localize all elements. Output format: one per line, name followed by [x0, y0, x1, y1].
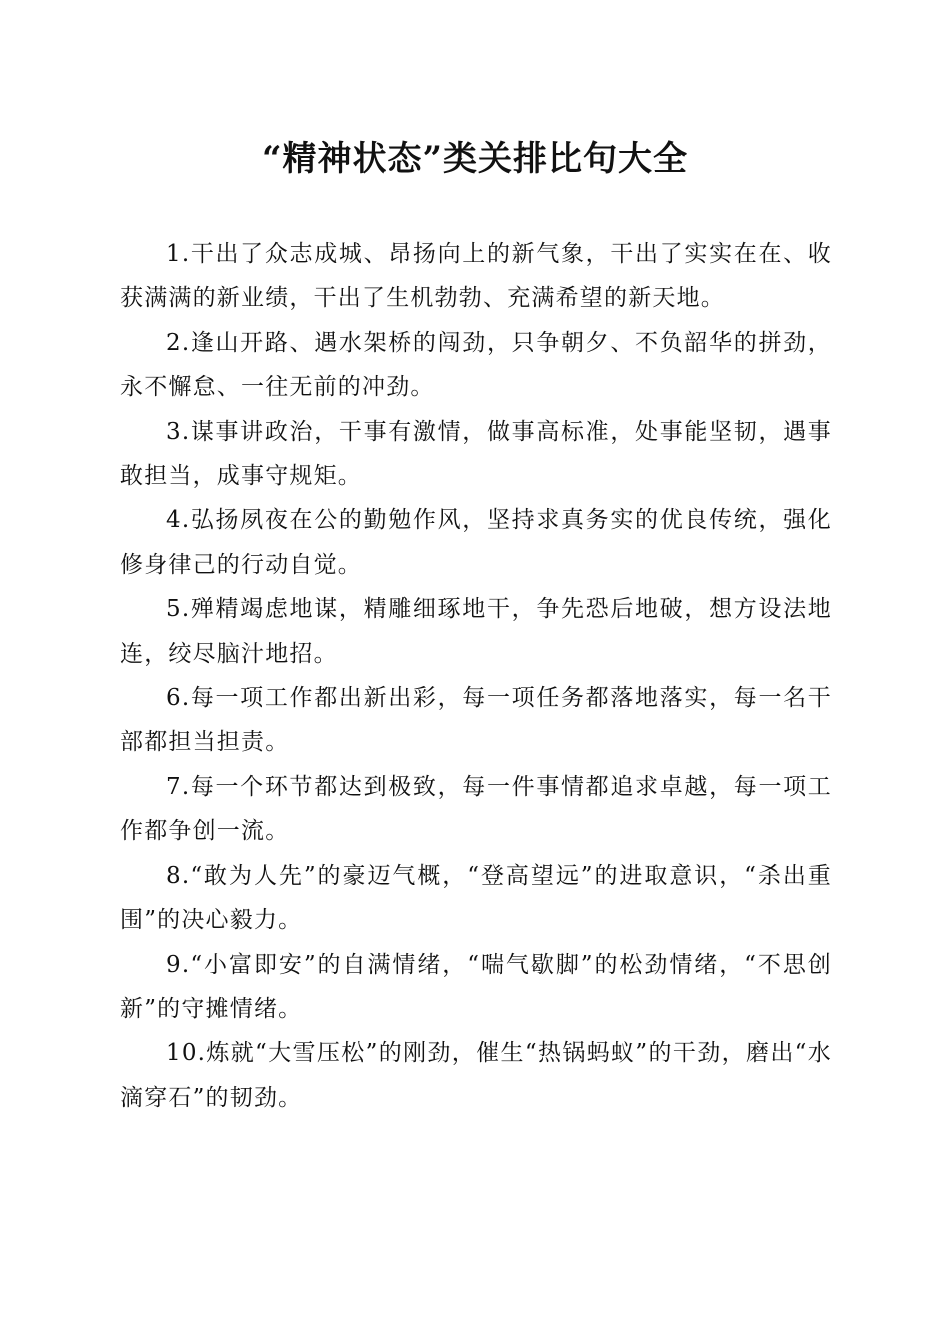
paragraph-9: 9.“小富即安”的自满情绪，“喘气歇脚”的松劲情绪，“不思创新”的守摊情绪。 [120, 951, 832, 1022]
document-title: “精神状态”类关排比句大全 [261, 139, 689, 179]
paragraph-5: 5.殚精竭虑地谋，精雕细琢地干，争先恐后地破，想方设法地连，绞尽脑汁地招。 [120, 596, 832, 667]
paragraph-3: 3.谋事讲政治，干事有激情，做事高标准，处事能坚韧，遇事敢担当，成事守规矩。 [120, 418, 832, 490]
paragraph-10: 10.炼就“大雪压松”的刚劲，催生“热锅蚂蚁”的干劲，磨出“水滴穿石”的韧劲。 [120, 1040, 832, 1111]
paragraph-7: 7.每一个环节都达到极致，每一件事情都追求卓越，每一项工作都争创一流。 [120, 773, 832, 845]
document-body [120, 232, 832, 1120]
paragraph-6: 6.每一项工作都出新出彩，每一项任务都落地落实，每一名干部都担当担责。 [120, 685, 832, 756]
paragraph-1: 1.干出了众志成城、昂扬向上的新气象，干出了实实在在、收获满满的新业绩，干出了生机勃勃、充满希望的新天地。 [120, 241, 832, 312]
paragraph-8: 8.“敢为人先”的豪迈气概，“登高望远”的进取意识，“杀出重围”的决心毅力。 [120, 862, 832, 934]
paragraph-4: 4.弘扬夙夜在公的勤勉作风，坚持求真务实的优良传统，强化修身律己的行动自觉。 [120, 507, 832, 578]
paragraph-2: 2.逢山开路、遇水架桥的闯劲，只争朝夕、不负韶华的拼劲，永不懈怠、一往无前的冲劲。 [120, 329, 832, 401]
